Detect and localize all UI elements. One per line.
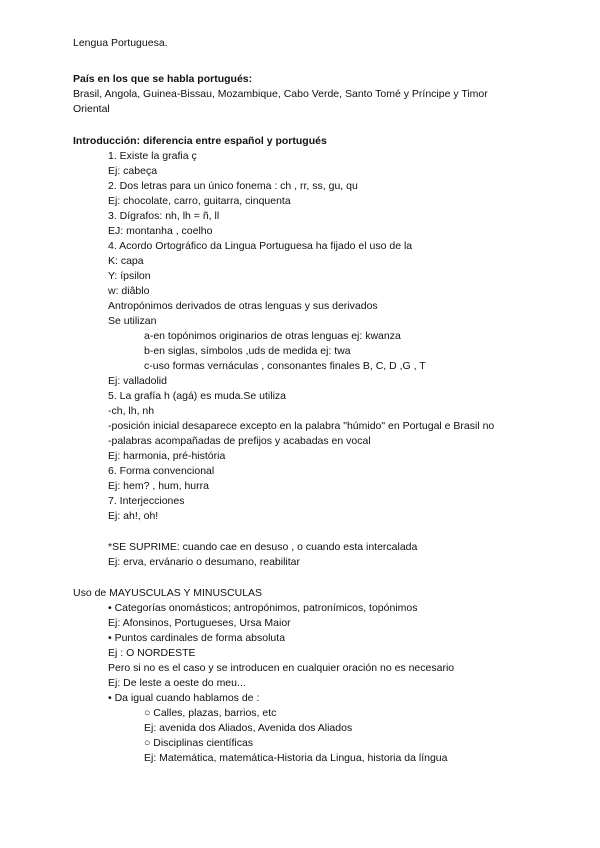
intro-note: *SE SUPRIME: cuando cae en desuso , o cuando esta intercalada [108,541,418,553]
countries-line: Oriental [73,103,110,115]
caps-subline: ○ Calles, plazas, barrios, etc [144,707,277,719]
intro-line: -palabras acompañadas de prefijos y acabadas en vocal [108,435,371,447]
intro-subline: a-en topónimos originarios de otras lenguas ej: kwanza [144,330,401,342]
caps-subline: Ej: avenida dos Aliados, Avenida dos Aliados [144,722,353,734]
intro-line: w: diâblo [108,285,150,297]
intro-line: Ej: hem? , hum, hurra [108,480,209,492]
caps-line: Ej: De leste a oeste do meu... [108,677,246,689]
caps-line: Ej: Afonsinos, Portugueses, Ursa Maior [108,617,291,629]
intro-line: K: capa [108,255,144,267]
intro-note: Ej: erva, ervánario o desumano, reabilitar [108,556,301,568]
intro-line: 5. La grafía h (agá) es muda.Se utiliza [108,390,287,402]
countries-heading: País en los que se habla portugués: [73,73,253,85]
intro-subline: b-en siglas, símbolos ,uds de medida ej: twa [144,345,351,357]
intro-line: Ej: harmonia, pré-história [108,450,226,462]
intro-line: Ej: valladolid [108,375,167,387]
intro-heading: Introducción: diferencia entre español y portugués [73,135,327,147]
caps-line: Ej : O NORDESTE [108,647,196,659]
intro-line: EJ: montanha , coelho [108,225,213,237]
intro-line: -ch, lh, nh [108,405,155,417]
countries-line: Brasil, Angola, Guinea-Bissau, Mozambique, Cabo Verde, Santo Tomé y Príncipe y Timor [73,88,488,100]
caps-line: • Da igual cuando hablamos de : [108,692,260,704]
caps-line: • Categorías onomásticos; antropónimos, patronímicos, topónimos [108,602,418,614]
intro-line: -posición inicial desaparece excepto en la palabra "húmido" en Portugal e Brasil no [108,420,495,432]
intro-line: Ej: cabeça [108,165,158,177]
intro-subline: c-uso formas vernáculas , consonantes finales B, C, D ,G , T [144,360,426,372]
intro-line: Ej: ah!, oh! [108,510,159,522]
document-title: Lengua Portuguesa. [73,37,168,49]
intro-line: 2. Dos letras para un único fonema : ch , rr, ss, gu, qu [108,180,358,192]
caps-line: • Puntos cardinales de forma absoluta [108,632,286,644]
caps-subline: Ej: Matemática, matemática-Historia da Lingua, historia da língua [144,752,448,764]
intro-line: 3. Dígrafos: nh, lh = ñ, ll [108,210,220,222]
intro-line: Antropónimos derivados de otras lenguas y sus derivados [108,300,378,312]
caps-heading: Uso de MAYUSCULAS Y MINUSCULAS [73,587,263,599]
intro-line: 6. Forma convencional [108,465,215,477]
intro-line: 1. Existe la grafia ç [108,150,197,162]
intro-line: Se utilizan [108,315,157,327]
intro-line: Ej: chocolate, carro, guitarra, cinquenta [108,195,291,207]
intro-line: 7. Interjecciones [108,495,185,507]
caps-subline: ○ Disciplinas científicas [144,737,254,749]
intro-line: 4. Acordo Ortográfico da Lingua Portuguesa ha fijado el uso de la [108,240,413,252]
caps-line: Pero si no es el caso y se introducen en cualquier oración no es necesario [108,662,455,674]
intro-line: Y: ípsilon [108,270,151,282]
